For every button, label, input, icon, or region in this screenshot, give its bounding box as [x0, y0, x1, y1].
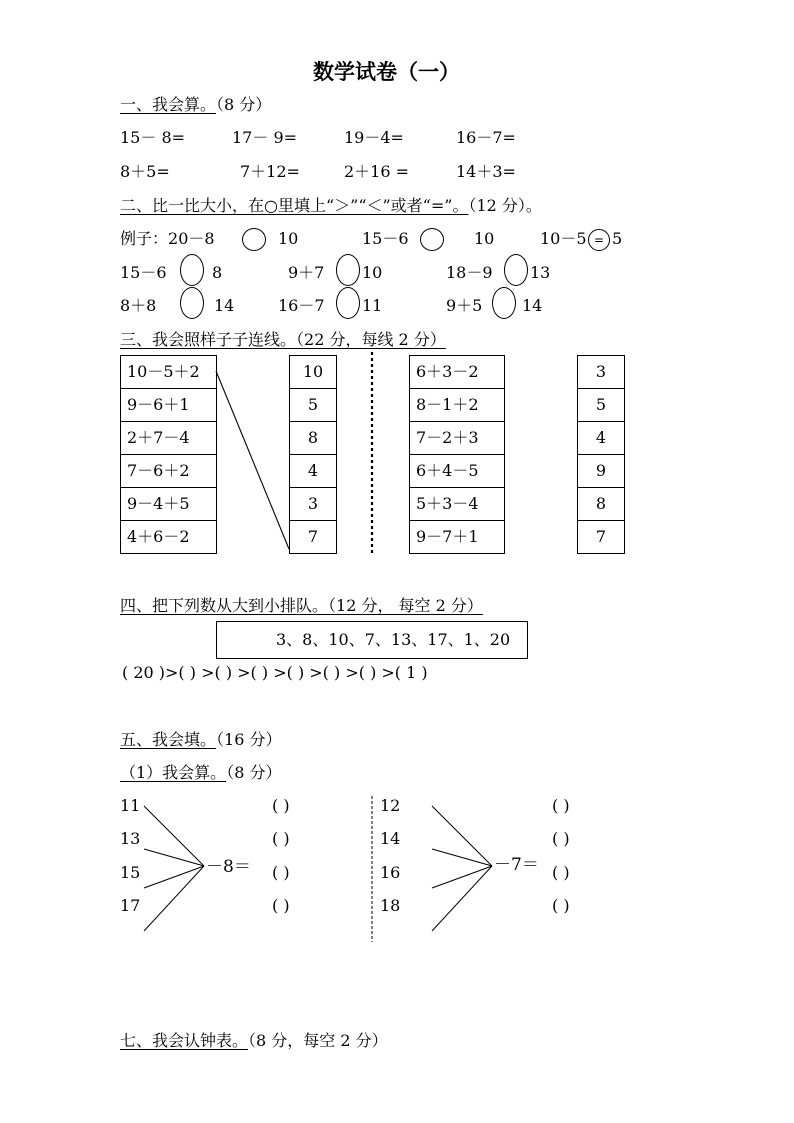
section-5-title: 五、我会填。 — [120, 730, 217, 749]
match-expression[interactable]: 4＋6－2 — [121, 521, 217, 554]
match-answer[interactable]: 7 — [578, 521, 625, 554]
match-expression[interactable]: 7－2＋3 — [410, 422, 505, 455]
section-4-title: 四、把下列数从大到小排队。 — [120, 596, 329, 615]
section-2-title: 二、比一比大小，在○里填上“＞”“＜”或者“=”。 — [120, 196, 469, 215]
answer-blank[interactable]: ( ) — [272, 896, 290, 915]
subtract-number: 14 — [380, 829, 401, 848]
compare-mark: = — [593, 233, 605, 247]
compare-left: 20－8 — [168, 229, 215, 248]
calc-item: 8＋5= — [120, 162, 170, 181]
calc-item: 7＋12= — [240, 162, 300, 181]
compare-left: 10－5 — [540, 229, 587, 248]
answer-blank[interactable]: ( ) — [552, 896, 570, 915]
compare-right: 10 — [278, 229, 299, 248]
subtract-number: 15 — [120, 863, 141, 882]
subtract-number: 11 — [120, 796, 141, 815]
compare-left: 15－6 — [120, 263, 167, 282]
match-expression[interactable]: 9－6＋1 — [121, 389, 217, 422]
match-answer[interactable]: 7 — [290, 521, 337, 554]
subtract-number: 16 — [380, 863, 401, 882]
page-title: 数学试卷（一） — [313, 59, 460, 84]
calc-item: 16－7= — [456, 128, 516, 147]
answer-blank[interactable]: ( ) — [272, 796, 290, 815]
calc-item: 15－ 8= — [120, 128, 186, 147]
match-expression[interactable]: 8－1＋2 — [410, 389, 505, 422]
compare-left: 18－9 — [446, 263, 493, 282]
answer-blank[interactable]: ( ) — [272, 829, 290, 848]
match-answer[interactable]: 10 — [290, 356, 337, 389]
match-answer[interactable]: 5 — [578, 389, 625, 422]
compare-right: 13 — [530, 263, 551, 282]
match-expression[interactable]: 2＋7－4 — [121, 422, 217, 455]
compare-right: 5 — [612, 229, 623, 248]
subtract-operator: －8＝ — [206, 857, 251, 877]
calc-item: 14＋3= — [456, 162, 516, 181]
match-answer[interactable]: 8 — [578, 488, 625, 521]
subtract-number: 13 — [120, 829, 141, 848]
subtract-number: 12 — [380, 796, 401, 815]
match-answer[interactable]: 8 — [290, 422, 337, 455]
match-answer[interactable]: 5 — [290, 389, 337, 422]
compare-right: 14 — [522, 296, 543, 315]
section-7-title: 七、我会认钟表。 — [120, 1031, 249, 1050]
section-5-points: （16 分） — [216, 730, 282, 749]
compare-right: 8 — [212, 263, 223, 282]
fan-lines-left — [144, 806, 204, 931]
number-list: 3、8、10、7、13、17、1、20 — [276, 630, 511, 649]
section-4-points: （12 分， 每空 2 分） — [328, 596, 483, 615]
fan-lines-right — [432, 806, 492, 931]
answer-blank[interactable]: ( ) — [272, 863, 290, 882]
example-match-line — [216, 371, 289, 549]
section-2-points: （12 分）。 — [468, 196, 542, 215]
compare-right: 11 — [362, 296, 383, 315]
compare-left: 9＋7 — [288, 263, 325, 282]
match-expression[interactable]: 9－7＋1 — [410, 521, 505, 554]
section-1-title: 一、我会算。 — [120, 95, 217, 114]
match-answer[interactable]: 9 — [578, 455, 625, 488]
calc-item: 2＋16 = — [344, 162, 410, 181]
compare-left: 15－6 — [362, 229, 409, 248]
compare-right: 10 — [362, 263, 383, 282]
subtract-number: 17 — [120, 896, 141, 915]
match-expression[interactable]: 6＋3－2 — [410, 356, 505, 389]
match-answer[interactable]: 3 — [290, 488, 337, 521]
subtract-operator: －7＝ — [494, 855, 539, 875]
match-expression[interactable]: 9－4＋5 — [121, 488, 217, 521]
match-expression[interactable]: 5＋3－4 — [410, 488, 505, 521]
compare-left: 16－7 — [278, 296, 325, 315]
section-1-points: （8 分） — [216, 95, 272, 114]
compare-right: 14 — [214, 296, 235, 315]
match-expression[interactable]: 10－5＋2 — [121, 356, 217, 389]
answer-blank[interactable]: ( ) — [552, 829, 570, 848]
match-expression[interactable]: 7－6＋2 — [121, 455, 217, 488]
subsection-1-points: （8 分） — [226, 763, 282, 782]
section-7-points: （8 分，每空 2 分） — [248, 1031, 388, 1050]
compare-left: 8＋8 — [120, 296, 157, 315]
answer-blank[interactable]: ( ) — [552, 863, 570, 882]
calc-item: 19－4= — [344, 128, 404, 147]
subtract-number: 18 — [380, 896, 401, 915]
match-answer[interactable]: 3 — [578, 356, 625, 389]
calc-item: 17－ 9= — [232, 128, 298, 147]
compare-right: 10 — [474, 229, 495, 248]
ordering-sequence[interactable]: ( 20 )>( ) >( ) >( ) >( ) >( ) >( ) >( 1 ) — [122, 663, 428, 682]
section-3-title: 三、我会照样子子连线。 — [120, 330, 297, 349]
compare-left: 9＋5 — [446, 296, 483, 315]
subsection-1-title: （1）我会算。 — [120, 763, 227, 782]
answer-blank[interactable]: ( ) — [552, 796, 570, 815]
section-3-points: （22 分，每线 2 分） — [296, 330, 446, 349]
example-label: 例子： — [120, 229, 169, 248]
match-answer[interactable]: 4 — [578, 422, 625, 455]
match-expression[interactable]: 6＋4－5 — [410, 455, 505, 488]
match-answer[interactable]: 4 — [290, 455, 337, 488]
